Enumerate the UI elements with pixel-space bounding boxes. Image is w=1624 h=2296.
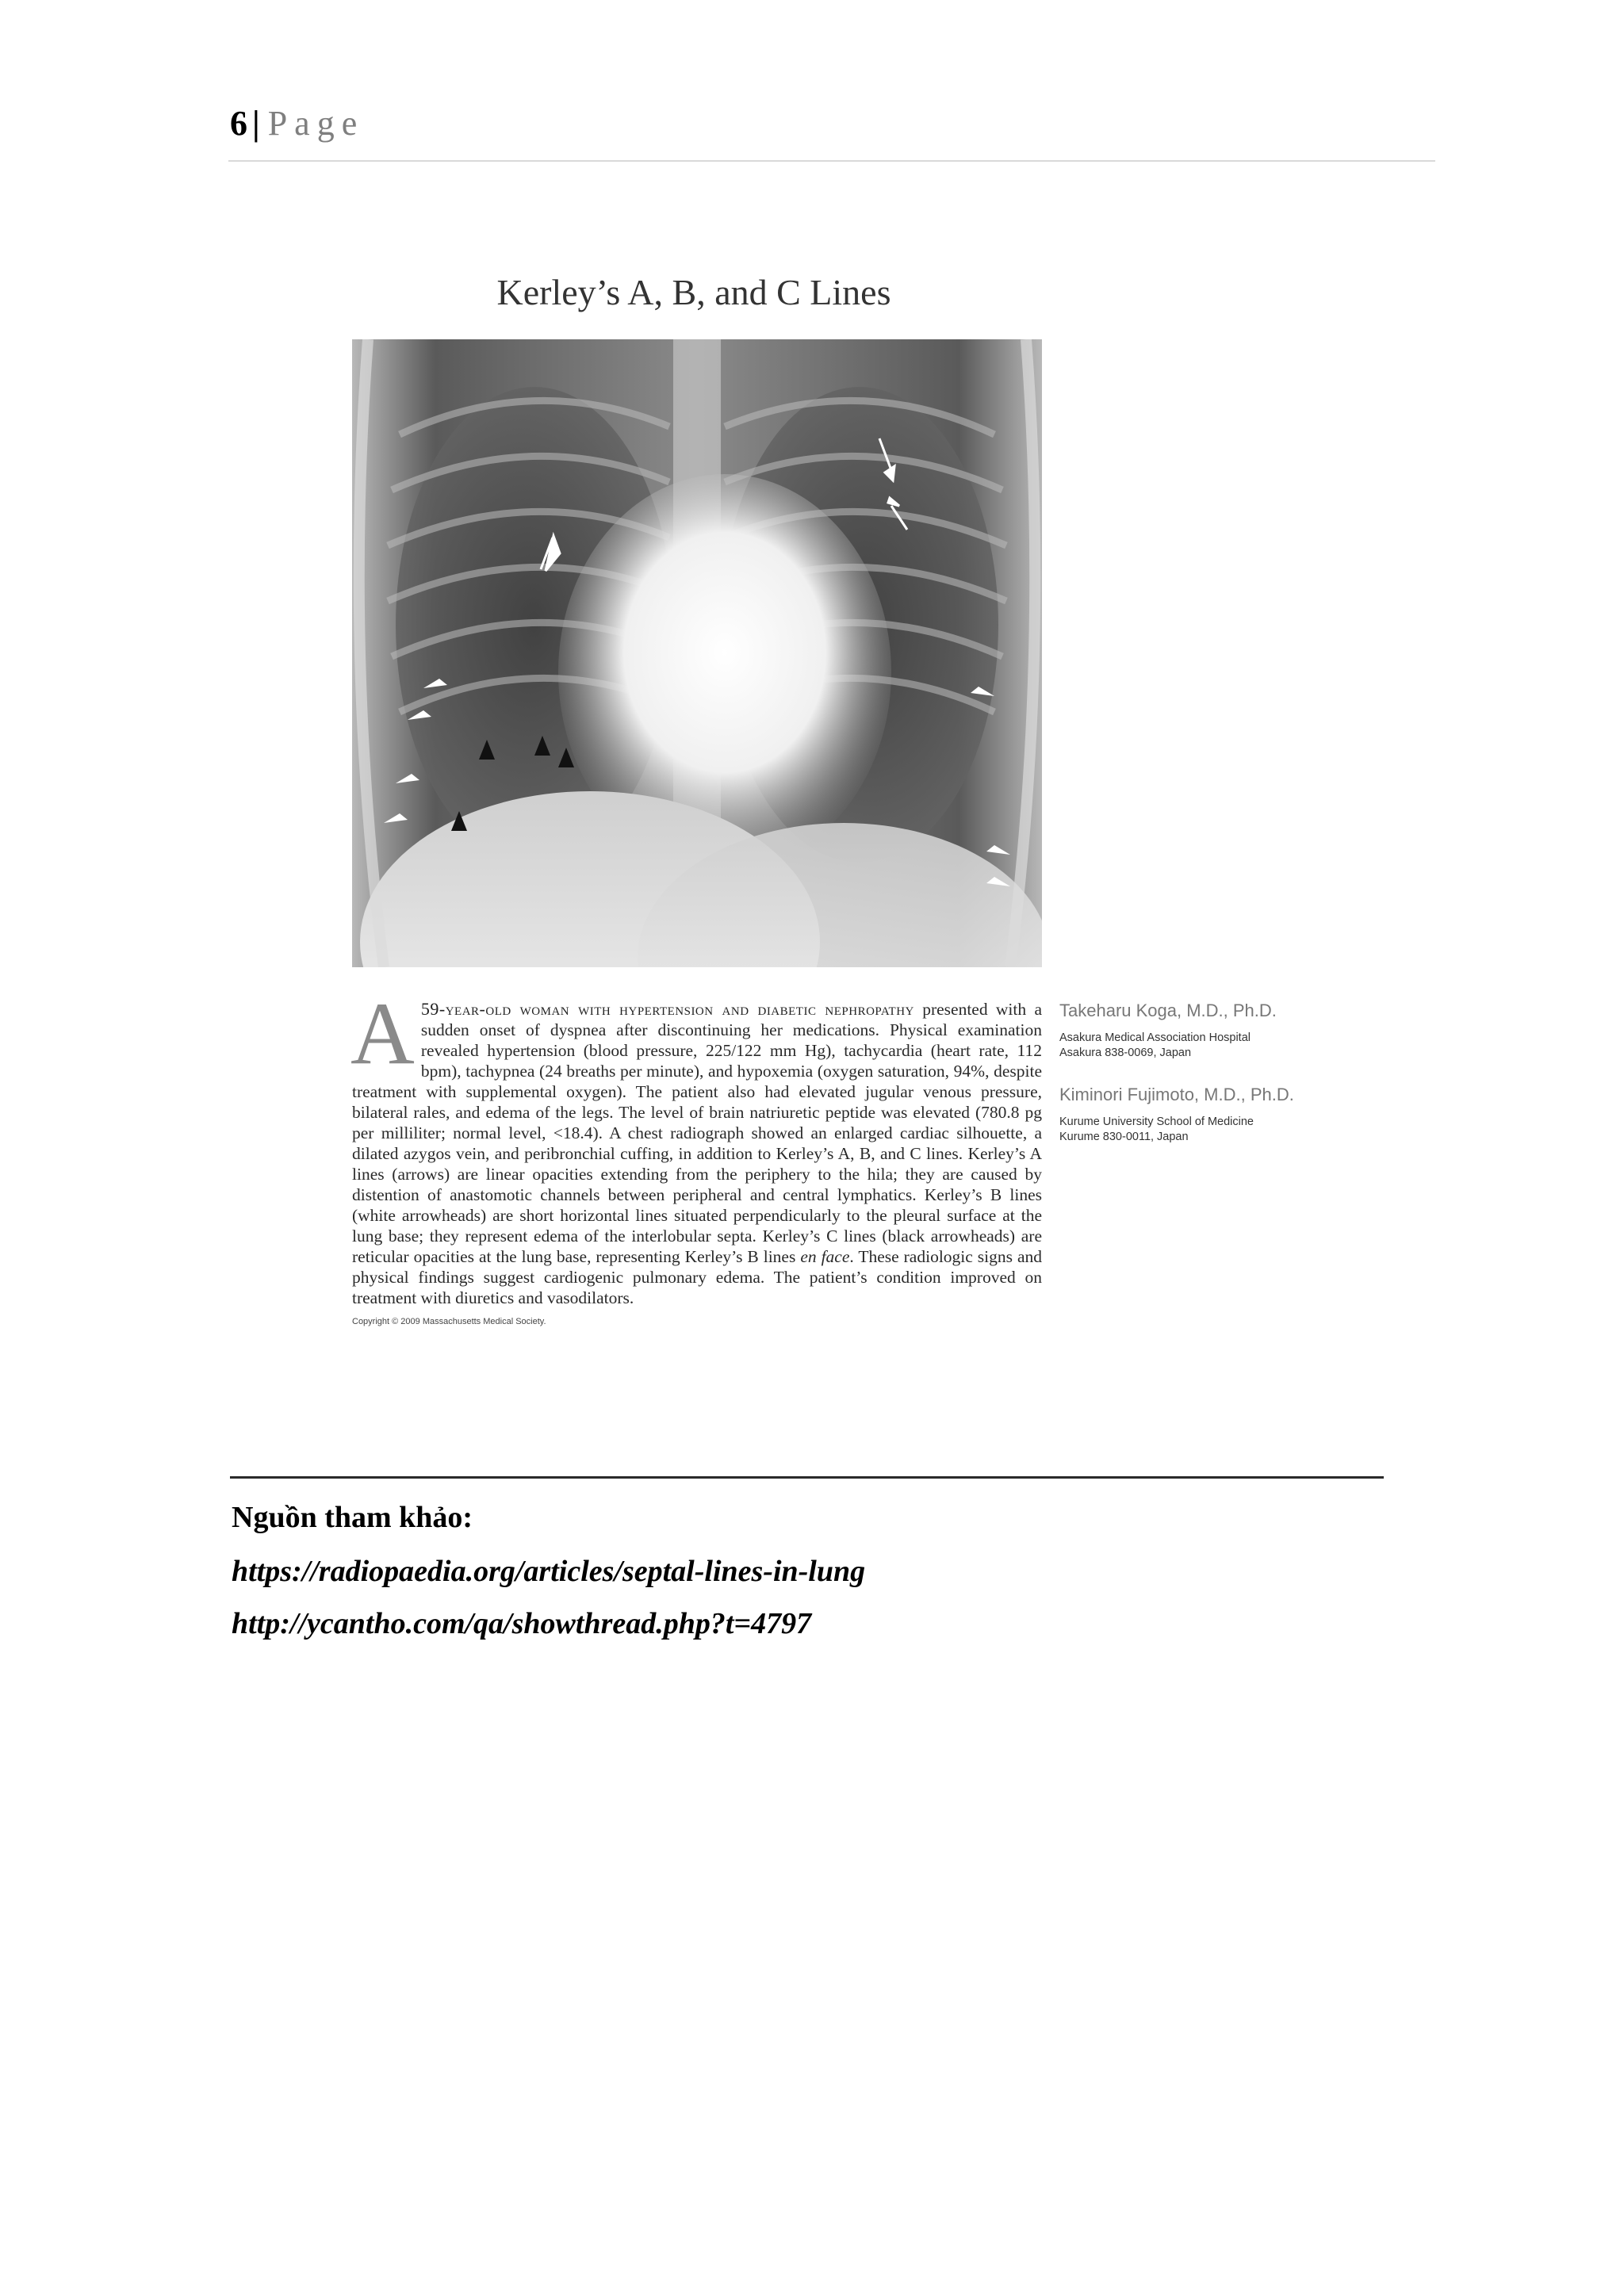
journal-figure	[349, 254, 1364, 1451]
drop-cap: A	[350, 985, 415, 1083]
page-separator: |	[252, 104, 262, 143]
references-title: Nguồn tham khảo:	[232, 1501, 473, 1534]
author-list	[1059, 1001, 1361, 1169]
figure-bottom-rule	[230, 1476, 1384, 1479]
author-item	[1059, 1085, 1361, 1145]
copyright-note: Copyright © 2009 Massachusetts Medical Society.	[352, 1317, 546, 1326]
chest-radiograph-icon	[352, 339, 1042, 967]
author-item	[1059, 1001, 1361, 1061]
chest-radiograph-image	[352, 339, 1042, 967]
reference-link-ycantho[interactable]: http://ycantho.com/qa/showthread.php?t=4797	[232, 1607, 812, 1640]
author-affiliation: Asakura Medical Association Hospital	[1059, 1031, 1251, 1044]
header-divider	[228, 160, 1435, 162]
author-address: Asakura 838-0069, Japan	[1059, 1047, 1192, 1059]
author-address: Kurume 830-0011, Japan	[1059, 1131, 1189, 1143]
references-section	[232, 1500, 865, 1659]
case-body-2: . These radiologic signs and physical findings suggest cardiogenic pulmonary edema. The patient’s condition improved on treatment with diuretics and vasodilators.	[352, 1247, 1042, 1307]
case-description	[350, 985, 1042, 1332]
page-word: Page	[267, 104, 365, 143]
page-number: 6	[230, 104, 249, 143]
author-name: Kiminori Fujimoto, M.D., Ph.D.	[1059, 1085, 1294, 1104]
figure-title: Kerley’s A, B, and C Lines	[496, 272, 891, 312]
case-body-1: presented with a sudden onset of dyspnea after discontinuing her medications. Physical examination revealed hypertension (blood pressure, 225/122 mm Hg), tachycardia (heart rate, 112 bpm), tachypnea (24 breaths per minute), and hypoxemia (oxygen saturation, 94%, despite treatment with supplemental oxygen). The patient also had elevated jugular venous pressure, bilateral rales, and edema of the legs. The level of brain natriuretic peptide was elevated (780.8 pg per milliliter; normal level, <18.4). A chest radiograph showed an enlarged cardiac silhouette, a dilated azygos vein, and peribronchial cuffing, in addition to Kerley’s A, B, and C lines. Kerley’s A lines (arrows) are linear opacities extending from the periphery to the hila; they are caused by distention of anastomotic channels between peripheral and central lymphatics. Kerley’s B lines (white arrowheads) are short horizontal lines situated perpendicularly to the pleural surface at the lung base; they represent edema of the interlobular septa. Kerley’s C lines (black arrowheads) are reticular opacities at the lung base, representing Kerley’s B lines	[352, 1000, 1042, 1266]
author-name: Takeharu Koga, M.D., Ph.D.	[1059, 1001, 1277, 1020]
author-affiliation: Kurume University School of Medicine	[1059, 1115, 1254, 1128]
case-lead: 59-year-old woman with hypertension and diabetic nephropathy	[420, 999, 914, 1019]
case-body-italic: en face	[800, 1247, 850, 1266]
page-header	[230, 103, 364, 144]
reference-link-radiopaedia[interactable]: https://radiopaedia.org/articles/septal-lines-in-lung	[232, 1555, 866, 1588]
